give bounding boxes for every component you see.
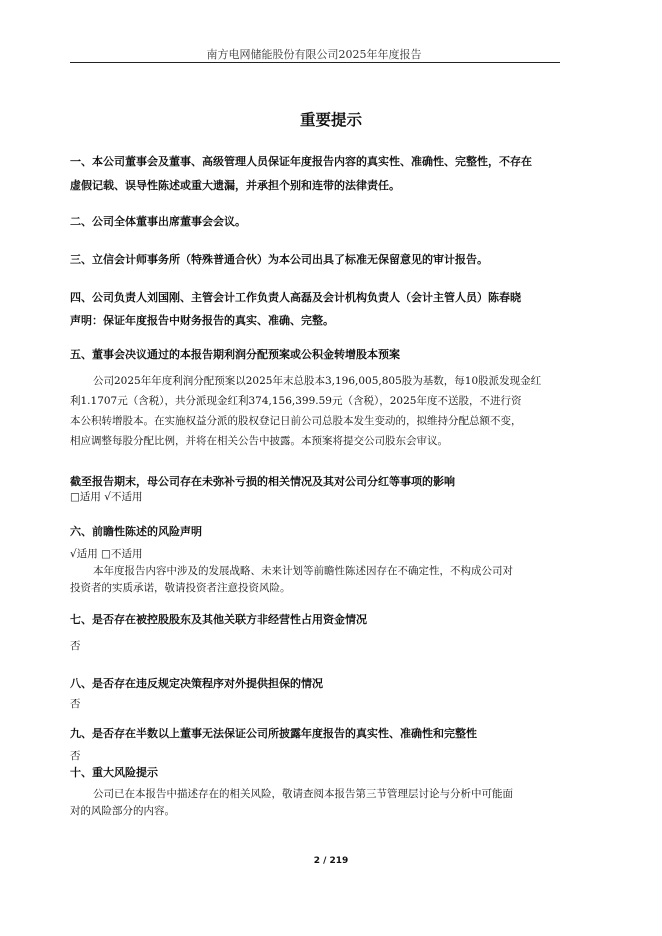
notice-9-heading: 九、是否存在半数以上董事无法保证公司所披露年度报告的真实性、准确性和完整性 [70,727,477,740]
notice-9-answer: 否 [70,750,81,762]
notice-5-paragraph-line: 本公积转增股本。在实施权益分派的股权登记日前公司总股本发生变动的，拟维持分配总额不变， [70,415,522,427]
notice-2: 二、公司全体董事出席董事会会议。 [70,215,246,228]
notice-10-paragraph-line: 公司已在本报告中描述存在的相关风险，敬请查阅本报告第三节管理层讨论与分析中可能面 [93,788,513,800]
notice-6-heading: 六、前瞻性陈述的风险声明 [70,525,202,538]
notice-5-paragraph-line: 利1.1707元（含税），共分派现金红利374,156,399.59元（含税），2025年度不送股，不进行资 [70,395,522,407]
header-divider [70,62,560,63]
loss-applicability: □适用 √不适用 [70,491,143,503]
notice-8-heading: 八、是否存在违反规定决策程序对外提供担保的情况 [70,677,323,690]
notice-3: 三、立信会计师事务所（特殊普通合伙）为本公司出具了标准无保留意见的审计报告。 [70,253,488,266]
notice-4-line-2: 声明：保证年度报告中财务报告的真实、准确、完整。 [70,314,334,327]
notice-4-line-1: 四、公司负责人刘国刚、主管会计工作负责人高磊及会计机构负责人（会计主管人员）陈春晓 [70,291,521,304]
notice-5-paragraph-line: 相应调整每股分配比例，并将在相关公告中披露。本预案将提交公司股东会审议。 [70,435,448,447]
notice-7-answer: 否 [70,640,81,652]
page-title: 重要提示 [299,111,362,129]
notice-7-heading: 七、是否存在被控股股东及其他关联方非经营性占用资金情况 [70,613,367,626]
notice-5-heading: 五、董事会决议通过的本报告期利润分配预案或公积金转增股本预案 [70,348,400,361]
report-header: 南方电网储能股份有限公司2025年年度报告 [206,48,422,61]
notice-5-paragraph-line: 公司2025年年度利润分配预案以2025年末总股本3,196,005,805股为基数，每10股派发现金红 [93,375,542,387]
notice-6-paragraph-line: 本年度报告内容中涉及的发展战略、未来计划等前瞻性陈述因存在不确定性，不构成公司对 [93,565,513,577]
page-number: 2 / 219 [313,856,349,866]
notice-6-paragraph-line: 投资者的实质承诺，敬请投资者注意投资风险。 [70,582,291,594]
loss-heading: 截至报告期末，母公司存在未弥补亏损的相关情况及其对公司分红等事项的影响 [70,475,455,488]
notice-8-answer: 否 [70,698,81,710]
notice-1-line-1: 一、本公司董事会及董事、高级管理人员保证年度报告内容的真实性、准确性、完整性，不存在 [70,155,532,168]
notice-1-line-2: 虚假记载、误导性陈述或重大遗漏，并承担个别和连带的法律责任。 [70,179,400,192]
notice-10-heading: 十、重大风险提示 [70,766,158,779]
notice-10-paragraph-line: 对的风险部分的内容。 [70,805,175,817]
notice-6-applicability: √适用 □不适用 [70,548,143,560]
